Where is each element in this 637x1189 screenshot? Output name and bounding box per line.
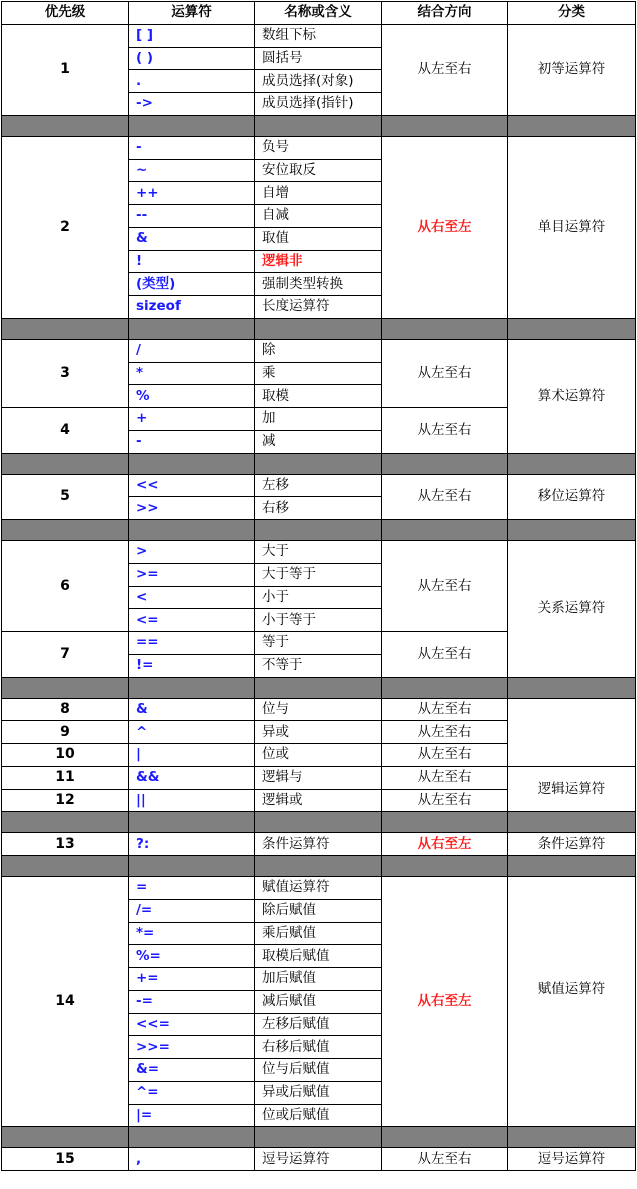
name-cell: 减后赋值 xyxy=(255,990,382,1013)
name-cell: 加 xyxy=(255,408,382,431)
operator-cell: %= xyxy=(129,945,255,968)
operator-cell: = xyxy=(129,877,255,900)
name-cell: 等于 xyxy=(255,632,382,655)
operator-cell: |= xyxy=(129,1104,255,1127)
name-cell: 异或 xyxy=(255,721,382,744)
priority-cell: 2 xyxy=(2,136,129,318)
name-cell: 自减 xyxy=(255,205,382,228)
name-cell: 左移 xyxy=(255,474,382,497)
name-cell: 取模后赋值 xyxy=(255,945,382,968)
operator-cell: , xyxy=(129,1148,255,1171)
direction-cell: 从右至左 xyxy=(382,833,508,856)
operator-cell: || xyxy=(129,789,255,812)
name-cell: 位与 xyxy=(255,698,382,721)
operator-precedence-table xyxy=(1,1,636,1171)
name-cell: 乘 xyxy=(255,362,382,385)
priority-cell: 4 xyxy=(2,408,129,454)
header-priority: 优先级 xyxy=(2,2,129,25)
operator-cell: == xyxy=(129,632,255,655)
priority-cell: 13 xyxy=(2,833,129,856)
priority-cell: 14 xyxy=(2,877,129,1127)
header-category: 分类 xyxy=(508,2,636,25)
name-cell: 逻辑或 xyxy=(255,789,382,812)
operator-cell: % xyxy=(129,385,255,408)
operator-cell: sizeof xyxy=(129,296,255,319)
operator-cell: != xyxy=(129,654,255,677)
operator-cell: /= xyxy=(129,899,255,922)
name-cell: 长度运算符 xyxy=(255,296,382,319)
separator-row xyxy=(2,318,636,339)
direction-cell: 从右至左 xyxy=(382,136,508,318)
operator-cell: && xyxy=(129,766,255,789)
priority-cell: 6 xyxy=(2,541,129,632)
operator-cell: += xyxy=(129,968,255,991)
table-row xyxy=(2,24,636,47)
separator-row xyxy=(2,856,636,877)
operator-cell: & xyxy=(129,227,255,250)
name-cell: 乘后赋值 xyxy=(255,922,382,945)
operator-cell: *= xyxy=(129,922,255,945)
category-cell: 赋值运算符 xyxy=(508,877,636,1127)
operator-cell: >>= xyxy=(129,1036,255,1059)
category-cell: 算术运算符 xyxy=(508,339,636,453)
header-operator: 运算符 xyxy=(129,2,255,25)
category-cell xyxy=(508,698,636,766)
name-cell: 逻辑非 xyxy=(255,250,382,273)
name-cell: 小于等于 xyxy=(255,609,382,632)
operator-cell: <= xyxy=(129,609,255,632)
direction-cell: 从左至右 xyxy=(382,698,508,721)
priority-cell: 10 xyxy=(2,744,129,767)
separator-row xyxy=(2,1127,636,1148)
priority-cell: 15 xyxy=(2,1148,129,1171)
name-cell: 逻辑与 xyxy=(255,766,382,789)
name-cell: 右移后赋值 xyxy=(255,1036,382,1059)
name-cell: 减 xyxy=(255,430,382,453)
operator-cell: [ ] xyxy=(129,24,255,47)
name-cell: 赋值运算符 xyxy=(255,877,382,900)
table-row xyxy=(2,474,636,497)
category-cell: 单目运算符 xyxy=(508,136,636,318)
category-cell: 初等运算符 xyxy=(508,24,636,115)
header-name: 名称或含义 xyxy=(255,2,382,25)
separator-row xyxy=(2,812,636,833)
operator-cell: - xyxy=(129,136,255,159)
priority-cell: 7 xyxy=(2,632,129,678)
operator-cell: ^ xyxy=(129,721,255,744)
priority-cell: 12 xyxy=(2,789,129,812)
priority-cell: 9 xyxy=(2,721,129,744)
table-row xyxy=(2,541,636,564)
operator-cell: < xyxy=(129,586,255,609)
operator-cell: & xyxy=(129,698,255,721)
operator-cell: (类型) xyxy=(129,273,255,296)
name-cell: 异或后赋值 xyxy=(255,1081,382,1104)
separator-row xyxy=(2,115,636,136)
category-cell: 逗号运算符 xyxy=(508,1148,636,1171)
direction-cell: 从左至右 xyxy=(382,766,508,789)
name-cell: 除后赋值 xyxy=(255,899,382,922)
header-direction: 结合方向 xyxy=(382,2,508,25)
name-cell: 右移 xyxy=(255,497,382,520)
priority-cell: 5 xyxy=(2,474,129,520)
table-row xyxy=(2,136,636,159)
priority-cell: 8 xyxy=(2,698,129,721)
operator-cell: -- xyxy=(129,205,255,228)
name-cell: 小于 xyxy=(255,586,382,609)
operator-cell: | xyxy=(129,744,255,767)
direction-cell: 从左至右 xyxy=(382,721,508,744)
priority-cell: 3 xyxy=(2,339,129,407)
category-cell: 逻辑运算符 xyxy=(508,766,636,812)
name-cell: 成员选择(指针) xyxy=(255,93,382,116)
operator-cell: << xyxy=(129,474,255,497)
header-row xyxy=(2,2,636,25)
operator-cell: >> xyxy=(129,497,255,520)
name-cell: 自增 xyxy=(255,182,382,205)
name-cell: 安位取反 xyxy=(255,159,382,182)
direction-cell: 从左至右 xyxy=(382,789,508,812)
table-row xyxy=(2,339,636,362)
direction-cell: 从左至右 xyxy=(382,632,508,678)
direction-cell: 从左至右 xyxy=(382,744,508,767)
name-cell: 位或后赋值 xyxy=(255,1104,382,1127)
direction-cell: 从左至右 xyxy=(382,541,508,632)
name-cell: 负号 xyxy=(255,136,382,159)
operator-cell: <<= xyxy=(129,1013,255,1036)
operator-cell: * xyxy=(129,362,255,385)
name-cell: 左移后赋值 xyxy=(255,1013,382,1036)
operator-cell: - xyxy=(129,430,255,453)
operator-cell: >= xyxy=(129,563,255,586)
operator-cell: ! xyxy=(129,250,255,273)
name-cell: 圆括号 xyxy=(255,47,382,70)
operator-cell: ++ xyxy=(129,182,255,205)
direction-cell: 从右至左 xyxy=(382,877,508,1127)
direction-cell: 从左至右 xyxy=(382,474,508,520)
direction-cell: 从左至右 xyxy=(382,1148,508,1171)
name-cell: 大于 xyxy=(255,541,382,564)
operator-cell: -> xyxy=(129,93,255,116)
operator-cell: ~ xyxy=(129,159,255,182)
name-cell: 取模 xyxy=(255,385,382,408)
priority-cell: 11 xyxy=(2,766,129,789)
priority-cell: 1 xyxy=(2,24,129,115)
table-row xyxy=(2,833,636,856)
name-cell: 除 xyxy=(255,339,382,362)
table-row xyxy=(2,1148,636,1171)
operator-cell: &= xyxy=(129,1059,255,1082)
direction-cell: 从左至右 xyxy=(382,408,508,454)
operator-cell: ( ) xyxy=(129,47,255,70)
operator-cell: + xyxy=(129,408,255,431)
separator-row xyxy=(2,520,636,541)
table-row xyxy=(2,766,636,789)
category-cell: 关系运算符 xyxy=(508,541,636,678)
name-cell: 位与后赋值 xyxy=(255,1059,382,1082)
name-cell: 不等于 xyxy=(255,654,382,677)
operator-cell: . xyxy=(129,70,255,93)
operator-cell: -= xyxy=(129,990,255,1013)
name-cell: 逗号运算符 xyxy=(255,1148,382,1171)
direction-cell: 从左至右 xyxy=(382,339,508,407)
operator-cell: ^= xyxy=(129,1081,255,1104)
name-cell: 位或 xyxy=(255,744,382,767)
name-cell: 加后赋值 xyxy=(255,968,382,991)
name-cell: 成员选择(对象) xyxy=(255,70,382,93)
category-cell: 移位运算符 xyxy=(508,474,636,520)
operator-cell: / xyxy=(129,339,255,362)
separator-row xyxy=(2,453,636,474)
direction-cell: 从左至右 xyxy=(382,24,508,115)
name-cell: 取值 xyxy=(255,227,382,250)
category-cell: 条件运算符 xyxy=(508,833,636,856)
operator-cell: > xyxy=(129,541,255,564)
name-cell: 大于等于 xyxy=(255,563,382,586)
table-row xyxy=(2,877,636,900)
separator-row xyxy=(2,677,636,698)
operator-cell: ?: xyxy=(129,833,255,856)
name-cell: 条件运算符 xyxy=(255,833,382,856)
name-cell: 强制类型转换 xyxy=(255,273,382,296)
name-cell: 数组下标 xyxy=(255,24,382,47)
table-row xyxy=(2,698,636,721)
